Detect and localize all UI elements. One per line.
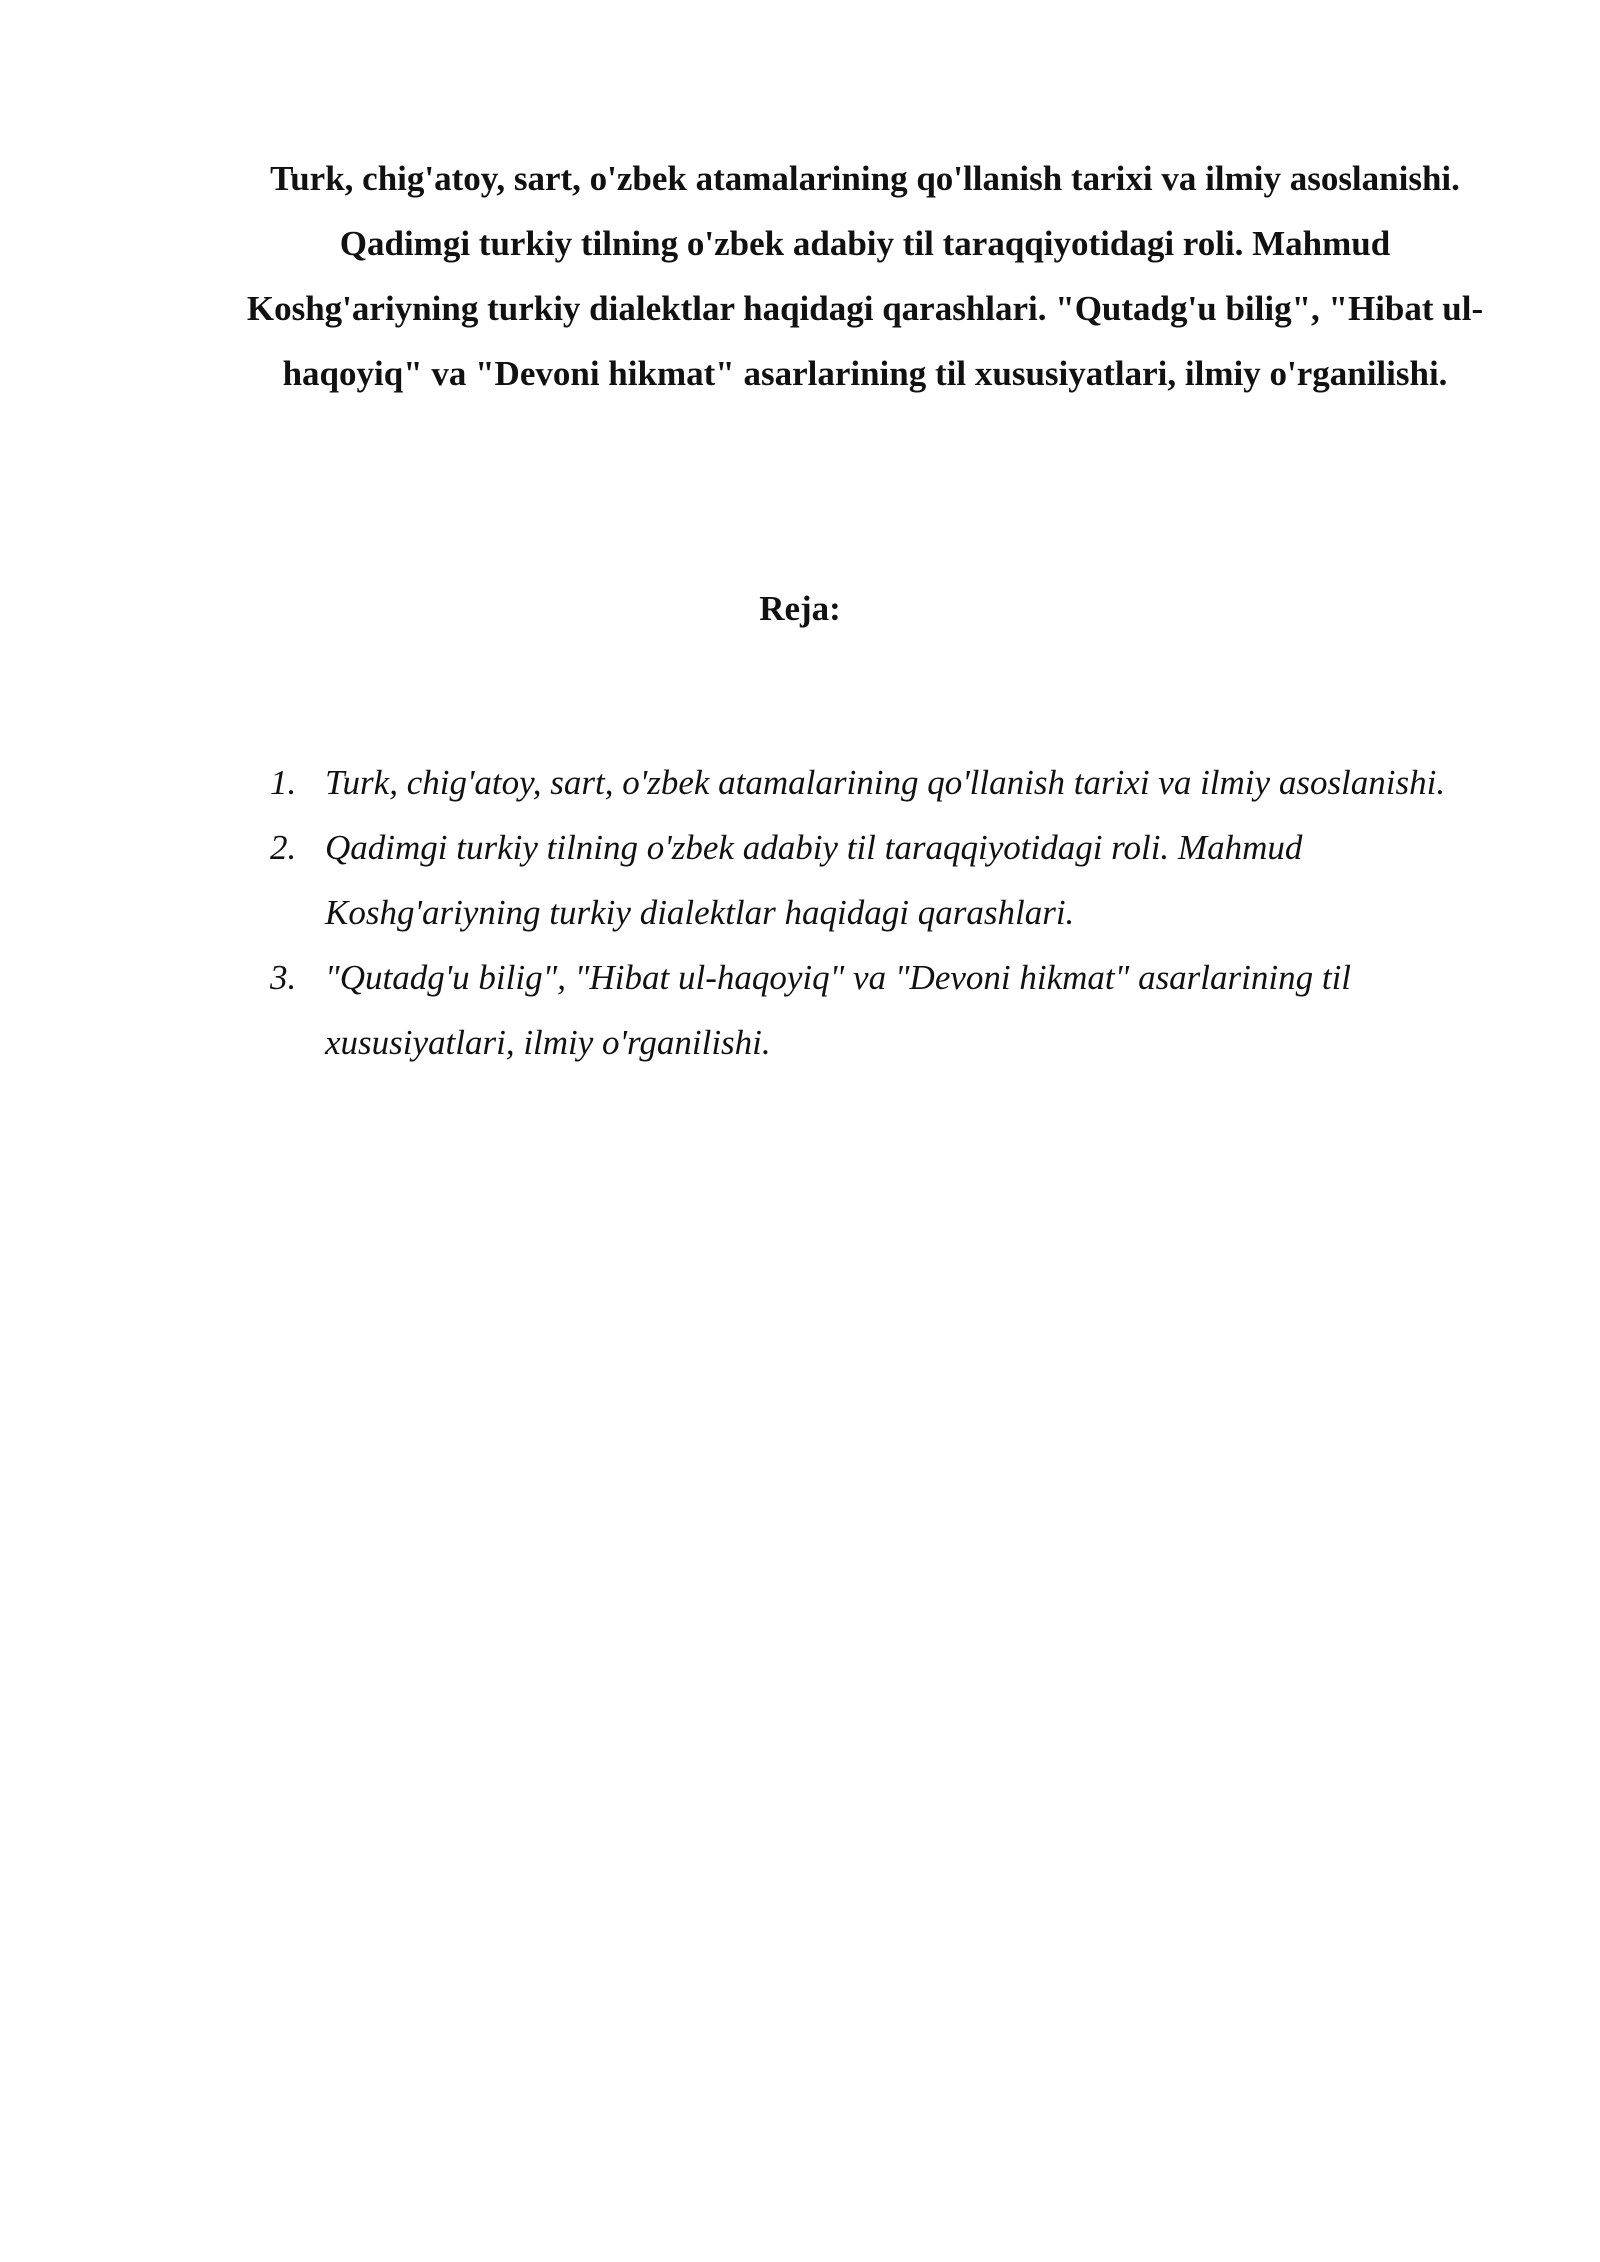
plan-item-number: 2. [270, 828, 297, 867]
plan-item-number: 3. [270, 958, 297, 997]
plan-item [270, 815, 1470, 945]
plan-item-text: Turk, chig'atoy, sart, o'zbek atamalarining qo'llanish tarixi va ilmiy asoslanishi. [325, 763, 1446, 802]
document-title: Turk, chig'atoy, sart, o'zbek atamalarining qo'llanish tarixi va ilmiy asoslanishi. Qadimgi turkiy tilning o'zbek adabiy til taraqqiyotidagi roli. Mahmud Koshg'ariyning turkiy dialektlar haqidagi qarashlari. "Qutadg'u bilig", "Hibat ul-haqoyiq" va "Devoni hikmat" asarlarining til xususiyatlari, ilmiy o'rganilishi. [246, 159, 1484, 393]
plan-item-text: "Qutadg'u bilig", "Hibat ul-haqoyiq" va "Devoni hikmat" asarlarining til xususiyatlari, ilmiy o'rganilishi. [325, 958, 1352, 1062]
plan-heading: Reja: [759, 589, 841, 628]
plan-list [270, 750, 1470, 1075]
plan-item [270, 945, 1470, 1075]
plan-item-text: Qadimgi turkiy tilning o'zbek adabiy til taraqqiyotidagi roli. Mahmud Koshg'ariyning turkiy dialektlar haqidagi qarashlari. [325, 828, 1303, 932]
plan-item-number: 1. [270, 763, 297, 802]
plan-item [270, 750, 1470, 815]
